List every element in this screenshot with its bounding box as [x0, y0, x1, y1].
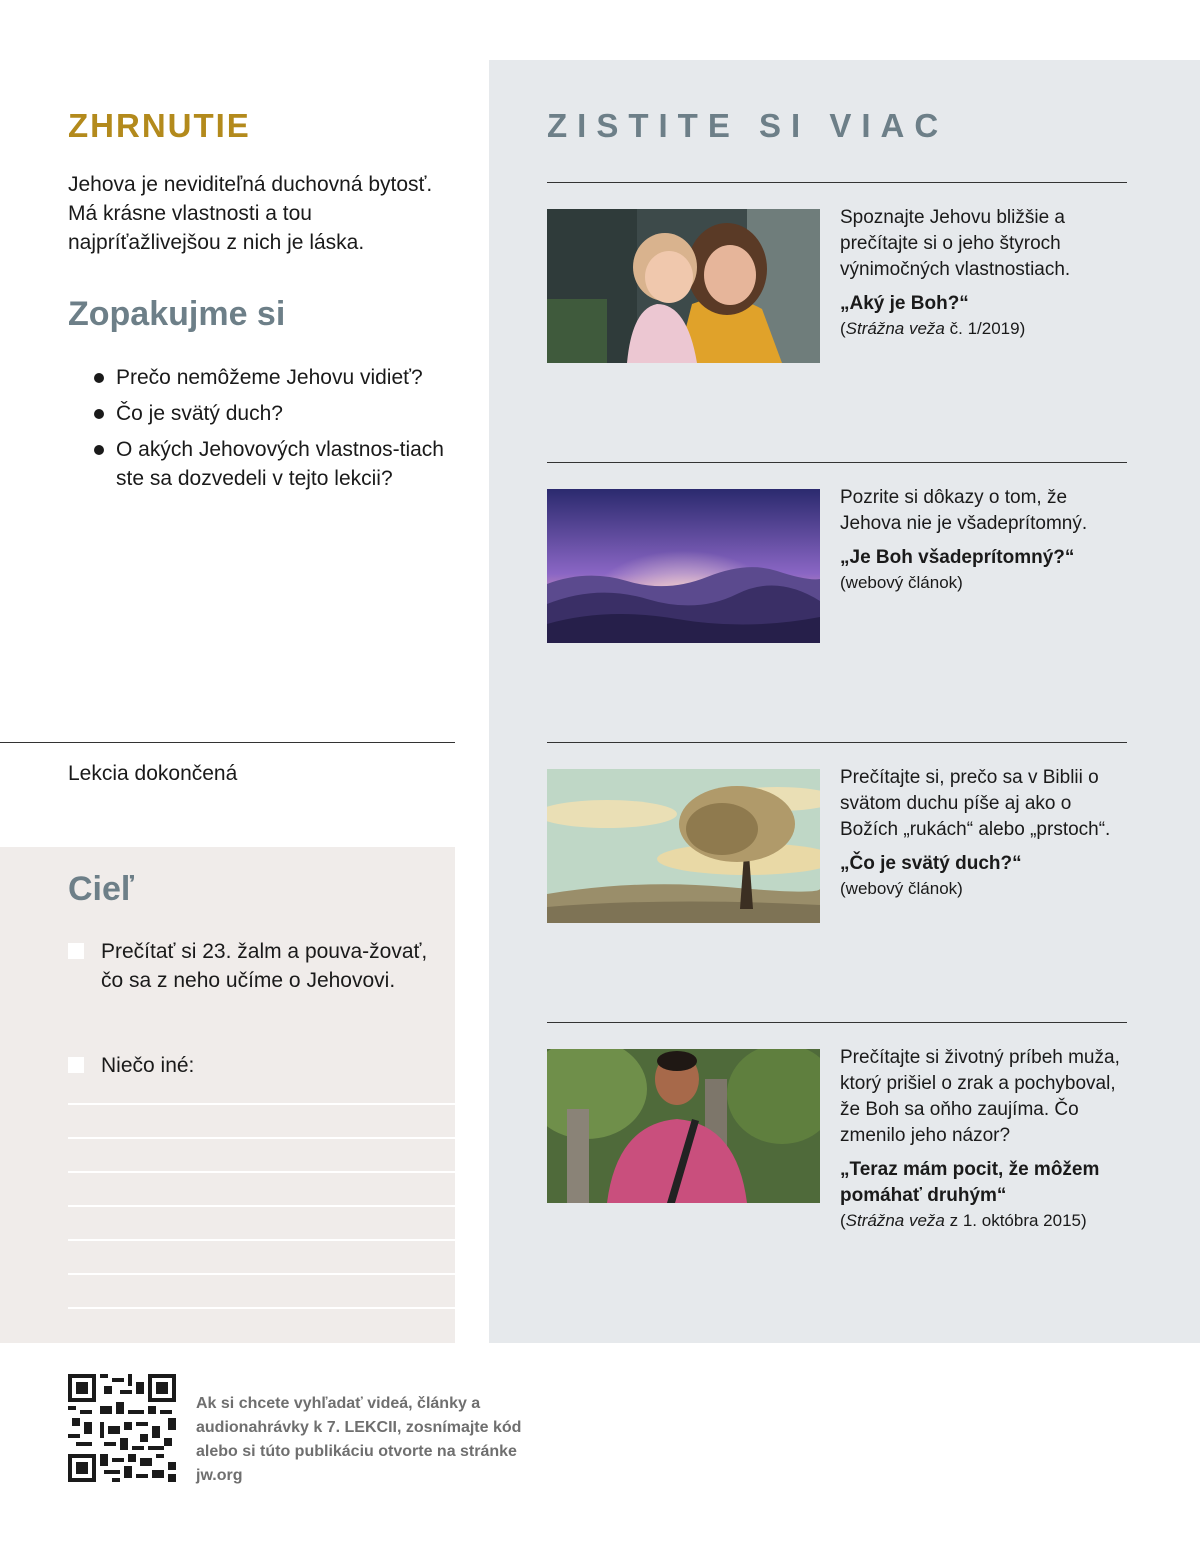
- divider: [547, 742, 1127, 743]
- goal-panel: [0, 847, 455, 1343]
- resource-item: Prečítajte si životný príbeh muža, ktorý prišiel o zrak a pochyboval, že Boh sa oňho zaujíma. Čo zmenilo jeho názor? „Teraz mám pocit, že môžem pomáhať druhým“ (Strážna veža z 1. októbra 2015): [840, 1045, 1125, 1233]
- more-info-title: ZISTITE SI VIAC: [547, 107, 949, 144]
- bullet-icon: [94, 373, 104, 383]
- summary-title: ZHRNUTIE: [68, 107, 251, 144]
- resource-link[interactable]: „Aký je Boh?“: [840, 293, 969, 314]
- writing-line[interactable]: [68, 1307, 455, 1309]
- mother-with-child-photo[interactable]: [547, 209, 820, 363]
- resource-item: Spoznajte Jehovu bližšie a prečítajte si o jeho štyroch výnimočných vlastnostiach. „Aký je Boh?“ (Strážna veža č. 1/2019): [840, 205, 1125, 341]
- review-question: O akých Jehovových vlastnos-tiach ste sa dozvedeli v tejto lekcii?: [92, 435, 452, 493]
- review-questions: [92, 363, 452, 500]
- bullet-icon: [94, 409, 104, 419]
- resource-item: Prečítajte si, prečo sa v Biblii o svätom duchu píše aj ako o Božích „rukách“ alebo „prstoch“. „Čo je svätý duch?“ (webový článok): [840, 765, 1125, 901]
- resource-source: (Strážna veža č. 1/2019): [840, 319, 1026, 338]
- windblown-tree-illustration[interactable]: [547, 769, 820, 923]
- goal-checkbox-item[interactable]: Niečo iné:: [68, 1051, 438, 1080]
- resource-source: (Strážna veža z 1. októbra 2015): [840, 1211, 1087, 1230]
- divider: [547, 182, 1127, 183]
- resource-item: Pozrite si dôkazy o tom, že Jehova nie je všadeprítomný. „Je Boh všadeprítomný?“ (webový článok): [840, 485, 1125, 595]
- writing-line[interactable]: [68, 1205, 455, 1207]
- writing-line[interactable]: [68, 1273, 455, 1275]
- checkbox-icon[interactable]: [68, 943, 84, 959]
- review-question: Čo je svätý duch?: [92, 399, 452, 428]
- bullet-icon: [94, 445, 104, 455]
- divider: [547, 1022, 1127, 1023]
- lesson-complete-label: Lekcia dokončená: [68, 762, 238, 785]
- resource-source: (webový článok): [840, 879, 963, 898]
- goal-checkbox-item[interactable]: Prečítať si 23. žalm a pouva-žovať, čo sa z neho učíme o Jehovovi.: [68, 937, 438, 995]
- man-portrait-photo[interactable]: [547, 1049, 820, 1203]
- footer-instructions: Ak si chcete vyhľadať videá, články a audionahrávky k 7. LEKCII, zosnímajte kód alebo si túto publikáciu otvorte na stránke jw.org: [196, 1395, 522, 1484]
- divider: [547, 462, 1127, 463]
- resource-source: (webový článok): [840, 573, 963, 592]
- writing-line[interactable]: [68, 1239, 455, 1241]
- resource-link[interactable]: „Teraz mám pocit, že môžem pomáhať druhým“: [840, 1159, 1100, 1206]
- checkbox-icon[interactable]: [68, 1057, 84, 1073]
- resource-link[interactable]: „Je Boh všadeprítomný?“: [840, 547, 1075, 568]
- review-title: Zopakujme si: [68, 295, 286, 333]
- writing-line[interactable]: [68, 1171, 455, 1173]
- review-question: Prečo nemôžeme Jehovu vidieť?: [92, 363, 452, 392]
- resource-link[interactable]: „Čo je svätý duch?“: [840, 853, 1022, 874]
- qr-code-icon[interactable]: [68, 1374, 176, 1482]
- writing-line[interactable]: [68, 1137, 455, 1139]
- night-sky-mountains-illustration[interactable]: [547, 489, 820, 643]
- goal-title: Cieľ: [68, 870, 135, 908]
- summary-text: Jehova je neviditeľná duchovná bytosť. Má krásne vlastnosti a tou najpríťažlivejšou z nich je láska.: [68, 173, 433, 254]
- divider: [0, 742, 455, 743]
- writing-line[interactable]: [68, 1103, 455, 1105]
